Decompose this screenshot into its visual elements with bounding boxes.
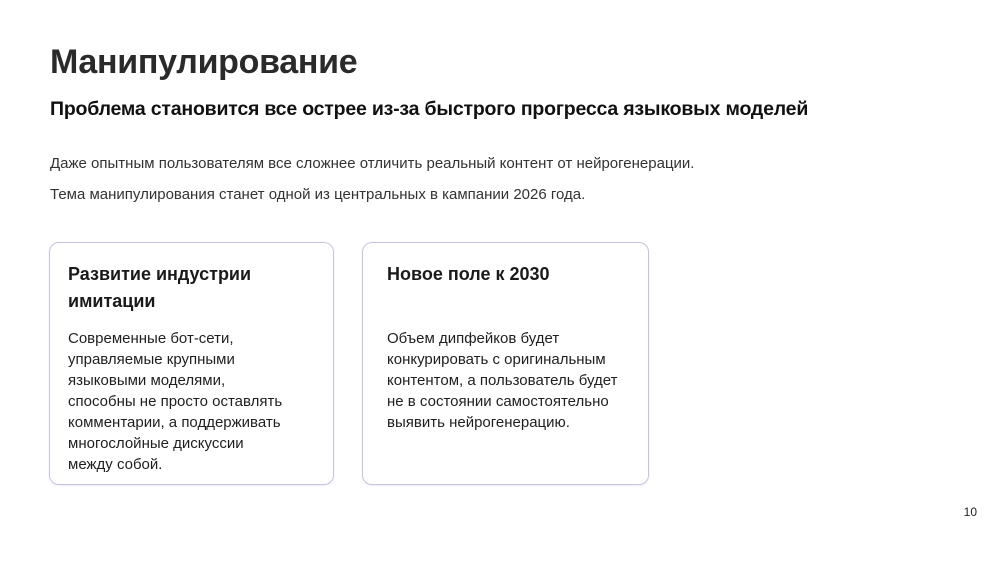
intro-text [50, 155, 694, 217]
card-body-line: языковыми моделями, [68, 372, 226, 389]
card-body-line: Современные бот-сети, [68, 330, 234, 347]
slide-subtitle: Проблема становится все острее из-за быстрого прогресса языковых моделей [50, 98, 809, 120]
card-body [387, 328, 638, 433]
card-title [68, 261, 319, 315]
card-body-line: не в состоянии самостоятельно [387, 393, 609, 410]
card-body-line: комментарии, а поддерживать [68, 414, 281, 431]
intro-line: Даже опытным пользователям все сложнее отличить реальный контент от нейрогенерации. [50, 155, 695, 172]
card-body-line: Объем дипфейков будет [387, 330, 560, 347]
card-body [68, 328, 323, 475]
card-title-line: Развитие индустрии [68, 264, 252, 284]
card-title-line: Новое поле к 2030 [387, 264, 550, 284]
card-body-line: выявить нейрогенерацию. [387, 414, 570, 431]
intro-line: Тема манипулирования станет одной из центральных в кампании 2026 года. [50, 186, 586, 203]
card-title-line: имитации [68, 291, 156, 311]
card-title [387, 261, 634, 288]
card-body-line: между собой. [68, 456, 163, 473]
card-body-line: конкурировать с оригинальным [387, 351, 606, 368]
card-body-line: многослойные дискуссии [68, 435, 244, 452]
card-new-field-2030 [362, 242, 649, 485]
page-number: 10 [963, 505, 977, 519]
card-body-line: контентом, а пользователь будет [387, 372, 618, 389]
slide-title: Манипулирование [50, 43, 358, 81]
card-body-line: способны не просто оставлять [68, 393, 283, 410]
card-body-line: управляемые крупными [68, 351, 235, 368]
card-imitation-industry [49, 242, 334, 485]
